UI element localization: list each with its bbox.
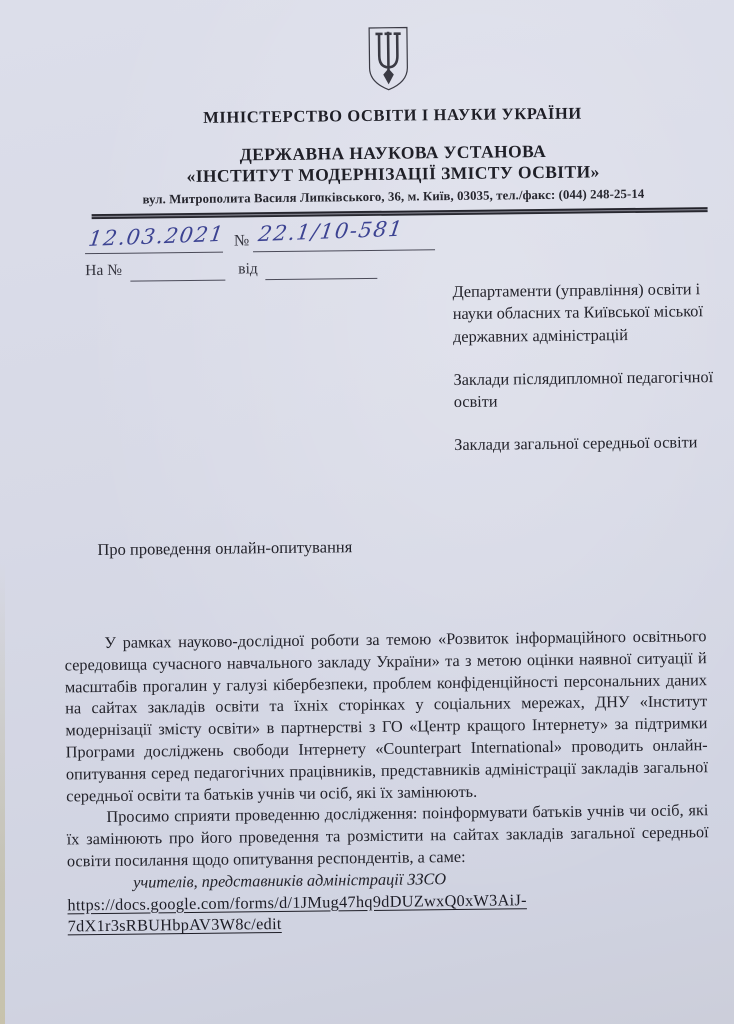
audience-line: учителів, представників адміністрації ЗЗСО [133,868,447,892]
ukraine-tryzub-emblem-icon [364,24,412,93]
institution-address: вул. Митрополита Василя Липківського, 36, м. Київ, 03035, тел./факс: (044) 248-25-14 [142,186,645,207]
recipients-block [452,278,732,478]
survey-link-line-2[interactable]: 7dX1r3sRBUHbpAV3W8c/edit [67,914,282,936]
reply-to-underline [130,279,225,282]
handwritten-date: 12.03.2021 [86,221,227,251]
institution-name: «ІНСТИТУТ МОДЕРНІЗАЦІЇ ЗМІСТУ ОСВІТИ» [186,161,600,187]
recipient-secondary-schools: Заклади загальної середньої освіти [454,432,698,455]
body-paragraph-2: Просимо сприяти проведенню дослідження: поінформувати батьків учнів чи осіб, які їх замінюють про його проведення та розмістити на сайтах закладів загальної середньої освіти посилання щодо опитування респондентів, а саме: [66,800,709,871]
number-underline [253,248,435,252]
ministry-name: МІНІСТЕРСТВО ОСВІТИ І НАУКИ УКРАЇНИ [203,103,582,127]
from-underline [265,277,377,280]
letterhead [55,102,730,209]
survey-link-line-1[interactable]: https://docs.google.com/forms/d/1JMug47hq9dDUZwxQ0xW3AiJ- [67,889,527,914]
reply-to-label: На № [85,261,123,280]
number-sign-label: № [233,232,250,250]
recipient-departments: Департаменти (управління) освіти і науки обласних та Київської міської державних адміністрацій [452,279,704,346]
letter-body [64,625,709,937]
survey-google-forms-link[interactable] [67,887,709,938]
institution-type: ДЕРЖАВНА НАУКОВА УСТАНОВА [239,140,547,165]
letter-subject: Про проведення онлайн-опитування [97,537,353,560]
date-underline [85,251,223,255]
handwritten-number: 22.1/10-581 [256,216,405,247]
from-label: від [238,260,258,278]
body-paragraph-1: У рамках науково-дослідної роботи за темою «Розвиток інформаційного освітнього середовища сучасного навчального закладу України» та з метою оцінки наявної ситуації й масштабів прогалин у галузі кібербезпеки, проблем конфіденційності персональних даних на сайтах закладів освіти та їхніх сторінках у соціальних мережах, ДНУ «Інститут модернізації змісту освіти» в партнерстві з ГО «Центр кращого Інтернету» за підтримки Програми досліджень свободи Інтернету «Counterpart International» проводить онлайн-опитування серед педагогічних працівників, представників адміністрації закладів загальної середньої освіти та батьків учнів чи осіб, які їх замінюють. [64,626,709,806]
recipient-postgraduate-institutions: Заклади післядипломної педагогічної освіти [453,366,714,412]
